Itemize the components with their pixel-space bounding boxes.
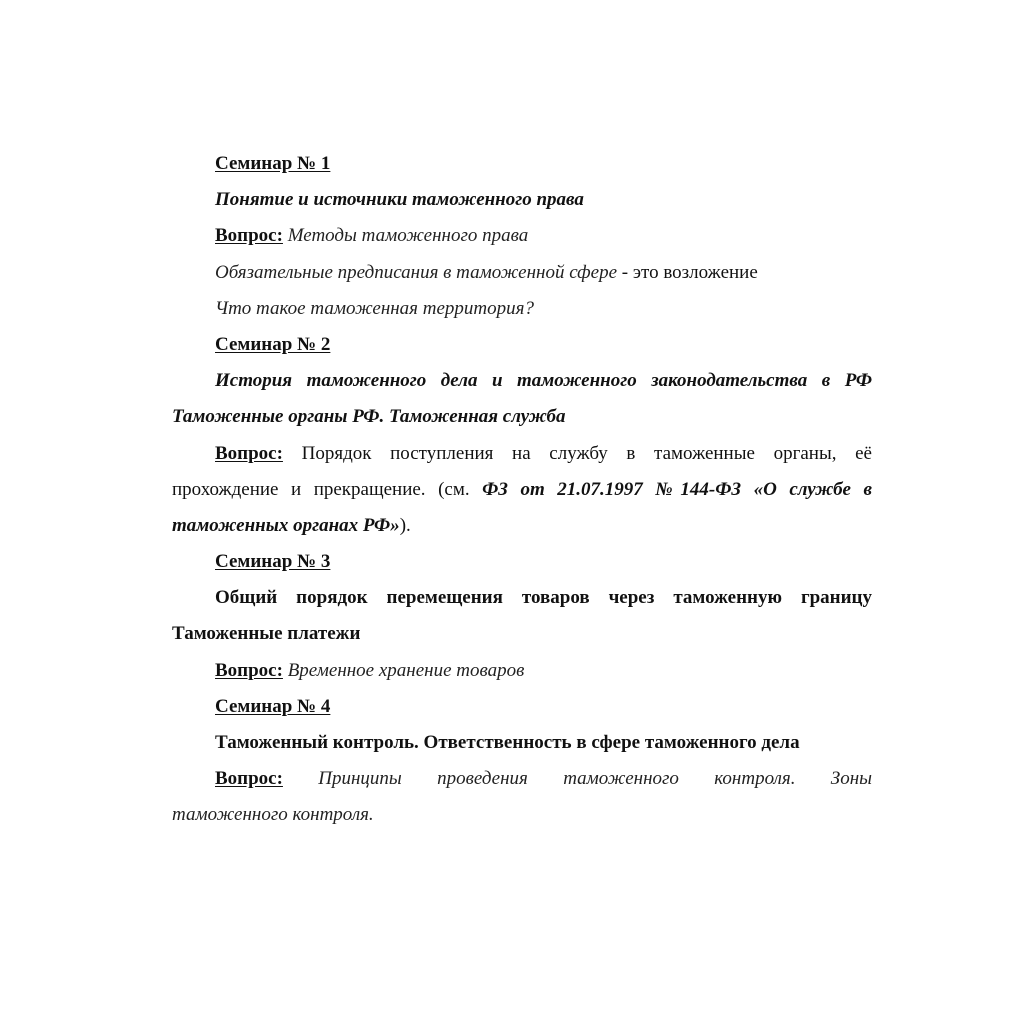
seminar-2-question-cont: прохождение и прекращение. (см. ФЗ от 21.07.1997 №144-ФЗ «О службе в xyxy=(172,478,872,500)
question-label: Вопрос: xyxy=(215,442,283,464)
seminar-3-topic-1: Общий порядок перемещения товаров через таможенную границу xyxy=(215,587,872,609)
seminar-2-question-end: таможенных органах РФ»). xyxy=(172,514,411,536)
seminar-2-topic-1: История таможенного дела и таможенного законодательства в РФ xyxy=(215,370,872,392)
law-reference: ФЗ от 21.07.1997 №144-ФЗ «О службе в xyxy=(482,478,872,500)
document-page xyxy=(172,146,872,834)
seminar-4-question: Вопрос: Принципы проведения таможенного контроля. Зоны xyxy=(215,768,872,790)
seminar-4-heading: Семинар № 4 xyxy=(215,695,331,717)
question-label: Вопрос: xyxy=(215,225,283,247)
seminar-3-heading: Семинар № 3 xyxy=(215,551,331,573)
seminar-1-topic: Понятие и источники таможенного права xyxy=(215,189,584,211)
seminar-1-question: Вопрос: Методы таможенного права xyxy=(215,225,529,247)
seminar-2-topic-2: Таможенные органы РФ. Таможенная служба xyxy=(172,406,566,428)
seminar-3-question: Вопрос: Временное хранение товаров xyxy=(215,659,525,681)
question-label: Вопрос: xyxy=(215,768,283,790)
seminar-4-topic: Таможенный контроль. Ответственность в сфере таможенного дела xyxy=(215,732,800,753)
seminar-1-extra-1: Обязательные предписания в таможенной сфере - это возложение xyxy=(215,261,758,283)
seminar-4-question-cont: таможенного контроля. xyxy=(172,804,374,826)
seminar-2-heading: Семинар № 2 xyxy=(215,333,331,355)
seminar-1-heading: Семинар № 1 xyxy=(215,153,331,174)
question-label: Вопрос: xyxy=(215,659,283,681)
seminar-3-topic-2: Таможенные платежи xyxy=(172,623,361,645)
seminar-1-extra-2: Что такое таможенная территория? xyxy=(215,297,534,319)
seminar-2-question: Вопрос: Порядок поступления на службу в таможенные органы, её xyxy=(215,442,872,464)
